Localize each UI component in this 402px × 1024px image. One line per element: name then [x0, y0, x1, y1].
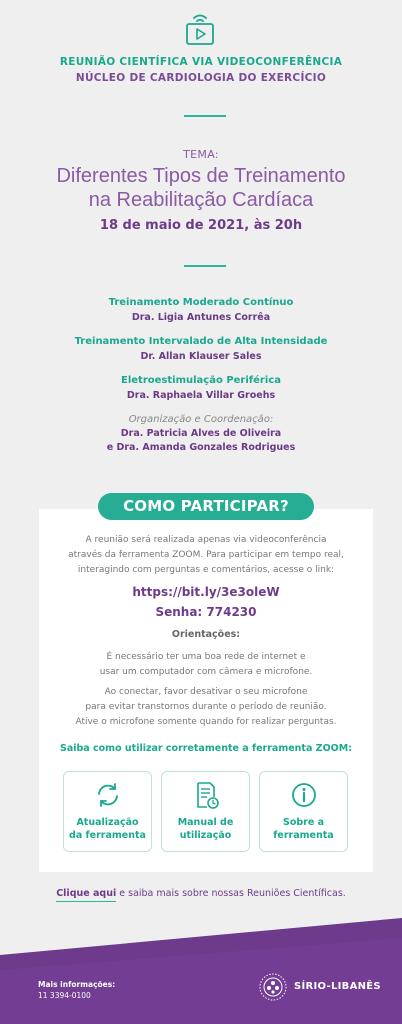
orientation-line: usar um computador com câmera e microfone. [99, 667, 313, 677]
zoom-about-button[interactable] [259, 771, 348, 852]
video-play-icon [181, 12, 219, 46]
box-label-line: utilização [179, 830, 232, 841]
session-item [0, 335, 402, 364]
hospital-emblem-icon [258, 972, 288, 1002]
box-label-line: Sobre a [282, 817, 324, 828]
participation-card [39, 509, 373, 872]
organization-label: Organização e Coordenação: [128, 414, 274, 425]
more-info-line [0, 888, 402, 899]
session-speaker: Dra. Raphaela Villar Groehs [126, 390, 276, 401]
event-date: 18 de maio de 2021, às 20h [99, 218, 303, 233]
orientations-heading: Orientações: [171, 629, 241, 640]
brand-name: SÍRIO-LIBANÊS [294, 981, 381, 992]
info-icon [290, 781, 318, 809]
more-info-text: e saiba mais sobre nossas Reuniões Científicas. [116, 888, 346, 899]
intro-line: A reunião será realizada apenas via videoconferência [85, 535, 327, 545]
divider-top [184, 115, 226, 117]
tema-label: TEMA: [183, 148, 219, 161]
orientation-line: para evitar transtornos durante o período de reunião. [85, 702, 327, 712]
session-item [0, 296, 402, 325]
intro-line: interagindo com perguntas e comentários, acesse o link: [77, 565, 335, 575]
session-title: Treinamento Moderado Contínuo [108, 297, 294, 308]
zoom-manual-button[interactable] [161, 771, 250, 852]
meeting-link[interactable]: https://bit.ly/3e3oleW [132, 585, 280, 599]
zoom-help-heading: Saiba como utilizar corretamente a ferramenta ZOOM: [60, 743, 352, 754]
box-label-line: Manual de [177, 817, 234, 828]
zoom-update-button[interactable] [63, 771, 152, 852]
session-speaker: Dr. Allan Klauser Sales [140, 351, 262, 362]
zoom-about-label [260, 816, 347, 842]
zoom-update-label [64, 816, 151, 842]
intro-line: através da ferramenta ZOOM. Para participar em tempo real, [68, 550, 344, 560]
refresh-icon [94, 781, 122, 809]
zoom-manual-label [162, 816, 249, 842]
box-label-line: Atualização [76, 817, 139, 828]
event-title-line1: Diferentes Tipos de Treinamento [56, 165, 346, 187]
orientation-paragraph-1 [39, 650, 373, 680]
click-here-link[interactable]: Clique aqui [56, 888, 116, 902]
orientation-line: É necessário ter uma boa rede de internet e [106, 652, 306, 662]
event-title-line2: na Reabilitação Cardíaca [88, 189, 314, 211]
orientation-line: Ative o microfone somente quando for realizar perguntas. [75, 717, 337, 727]
box-label-line: da ferramenta [69, 830, 146, 841]
footer-band [0, 910, 402, 1024]
sessions-list [0, 296, 402, 455]
how-to-participate-heading: COMO PARTICIPAR? [98, 493, 314, 520]
organization-name-2: e Dra. Amanda Gonzales Rodrigues [106, 442, 296, 453]
divider-middle [184, 265, 226, 267]
footer-phone: 11 3394-0100 [38, 991, 91, 1000]
meeting-password: Senha: 774230 [155, 605, 257, 619]
box-label-line: ferramenta [273, 830, 334, 841]
organization-name-1: Dra. Patricia Alves de Oliveira [120, 428, 282, 439]
event-title [0, 164, 402, 212]
session-item [0, 374, 402, 403]
orientation-paragraph-2 [39, 685, 373, 730]
session-title: Eletroestimulação Periférica [121, 375, 281, 386]
department-heading: NÚCLEO DE CARDIOLOGIA DO EXERCÍCIO [75, 72, 327, 84]
footer-info-label: Mais informações: [38, 980, 116, 989]
orientation-line: Ao conectar, favor desativar o seu microfone [104, 687, 308, 697]
document-clock-icon [192, 781, 220, 809]
session-speaker: Dra. Ligia Antunes Corrêa [131, 312, 271, 323]
session-title: Treinamento Intervalado de Alta Intensidade [74, 336, 328, 347]
participation-intro [39, 533, 373, 578]
event-type-heading: REUNIÃO CIENTÍFICA VIA VIDEOCONFERÊNCIA [59, 56, 343, 68]
